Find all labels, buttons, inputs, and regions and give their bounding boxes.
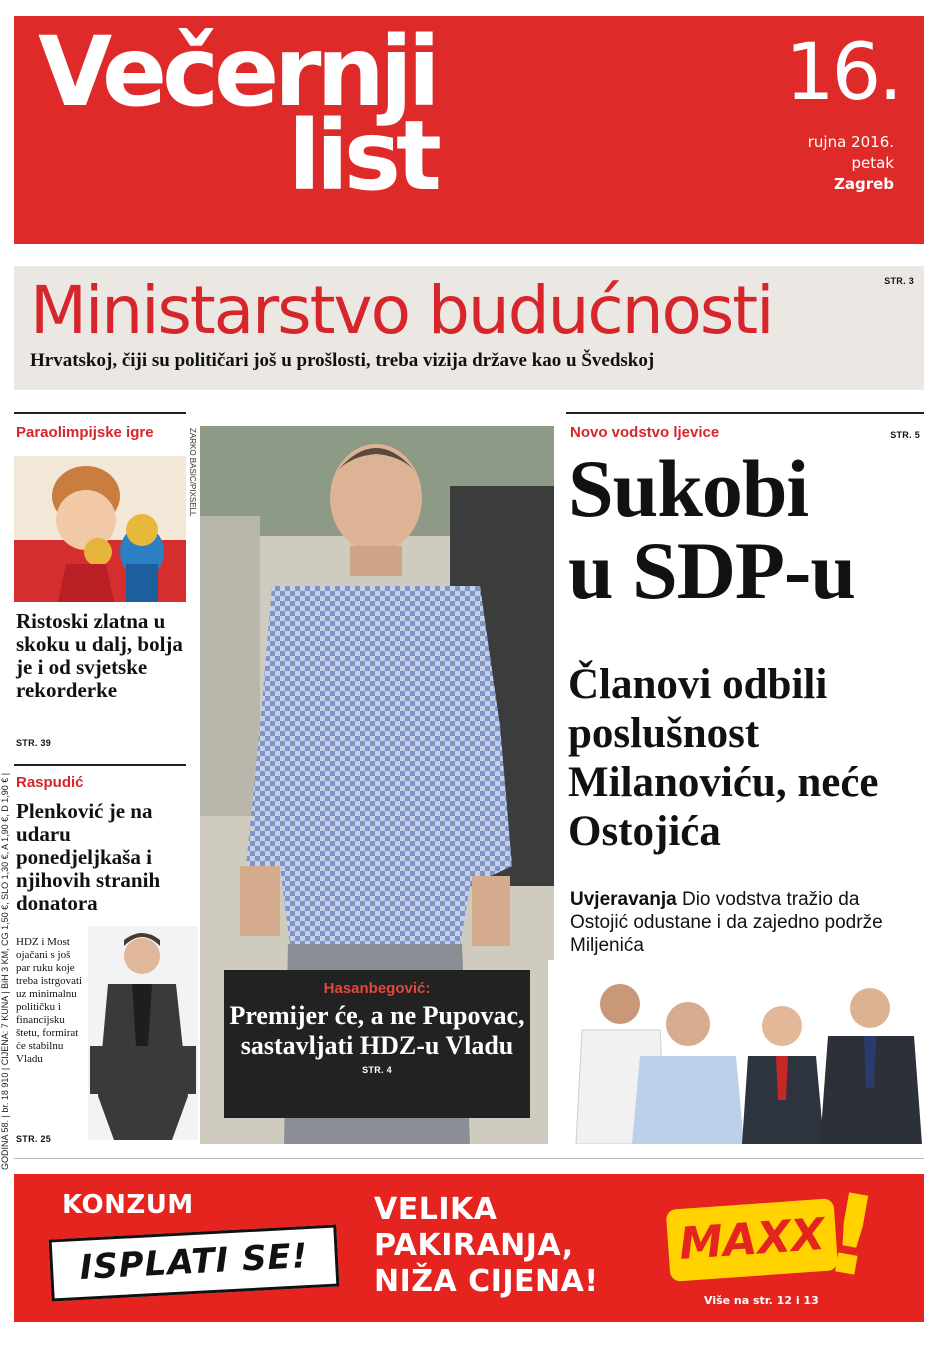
paralympics-photo[interactable] [14, 456, 186, 602]
left-story2-body: HDZ i Most ojačani s još par ruku koje treba istrgovati uz minimalnu političku i financijsku štetu, formirat će stabilnu Vladu [16, 936, 83, 1065]
plenkovic-photo[interactable] [88, 926, 198, 1140]
issue-day: 16. [784, 28, 900, 118]
logo-line1: Večernji [38, 16, 436, 128]
ad-line2: PAKIRANJA, [374, 1228, 574, 1263]
left-story2-page-ref: STR. 25 [16, 1134, 52, 1144]
photo-credit: ZARKO BASIC/PIXSELL [188, 428, 197, 517]
divider [566, 412, 924, 414]
issue-date-info [808, 132, 894, 195]
divider [14, 1158, 924, 1159]
top-story-subtitle: Hrvatskoj, čiji su političari još u prošlosti, treba vizija države kao u Švedskoj [30, 350, 655, 371]
divider [14, 764, 186, 766]
center-story-kicker: Hasanbegović: [323, 980, 431, 997]
left-story1-page-ref: STR. 39 [16, 738, 52, 748]
ad-slogan: ISPLATI SE! [49, 1225, 340, 1302]
top-story-title: Ministarstvo budućnosti [30, 272, 773, 349]
konzum-logo: KONZUM [62, 1190, 194, 1220]
top-story-page-ref: STR. 3 [884, 276, 914, 286]
issue-weekday: petak [851, 154, 894, 172]
center-story-caption[interactable] [224, 970, 530, 1118]
main-story-subheadline[interactable]: Članovi odbili poslušnost Milanoviću, neće Ostojića [568, 661, 879, 855]
main-story-lead-text: Dio vodstva tražio da Ostojić odustane i da zajedno podrže Miljenića [570, 889, 883, 956]
maxx-badge: MAXX [666, 1198, 839, 1282]
ad-line3: NIŽA CIJENA! [374, 1264, 599, 1299]
divider [14, 412, 186, 414]
top-story-banner[interactable] [14, 266, 924, 390]
four-men-illustration [548, 960, 928, 1144]
man-in-suit-illustration [88, 926, 198, 1140]
issue-month-year: rujna 2016. [807, 133, 894, 151]
center-story-page-ref: STR. 4 [362, 1065, 392, 1075]
masthead [14, 16, 924, 244]
left-story2-kicker: Raspudić [16, 774, 84, 791]
logo-line2: list [288, 100, 437, 212]
left-story1-kicker: Paraolimpijske igre [16, 424, 154, 441]
left-story1-headline[interactable]: Ristoski zlatna u skoku u dalj, bolja je i od svjetske rekorderke [16, 609, 183, 702]
ad-text [374, 1192, 599, 1300]
exclamation-icon: ! [815, 1168, 888, 1303]
main-headline-line2: u SDP-u [568, 525, 855, 616]
ad-line1: VELIKA [374, 1192, 498, 1227]
issue-info-strip: GODINA 58. | br. 18 910 | CIJENA: 7 KUNA | BiH 3 KM, CG 1,50 €, SLO 1,30 €, A 1,90 €, D 1,90 € | [0, 772, 10, 1170]
ad-more-pages: Više na str. 12 i 13 [704, 1294, 819, 1307]
sdp-politicians-photo[interactable] [548, 960, 928, 1144]
left-story2-headline[interactable]: Plenković je na udaru ponedjeljkaša i njihovih stranih donatora [16, 799, 161, 915]
konzum-advertisement[interactable] [14, 1168, 924, 1322]
issue-city: Zagreb [833, 175, 894, 193]
newspaper-logo[interactable] [38, 16, 437, 212]
main-story-page-ref: STR. 5 [890, 430, 920, 440]
main-headline-line1: Sukobi [568, 443, 809, 534]
main-story-kicker: Novo vodstvo ljevice [570, 424, 720, 441]
main-story-lead [570, 888, 910, 957]
center-story-headline: Premijer će, a ne Pupovac, sastavljati HDZ-u Vladu [229, 1001, 525, 1060]
main-story-headline[interactable] [568, 443, 855, 616]
main-story-lead-kicker: Uvjeravanja [570, 889, 677, 910]
athlete-illustration [14, 456, 186, 602]
